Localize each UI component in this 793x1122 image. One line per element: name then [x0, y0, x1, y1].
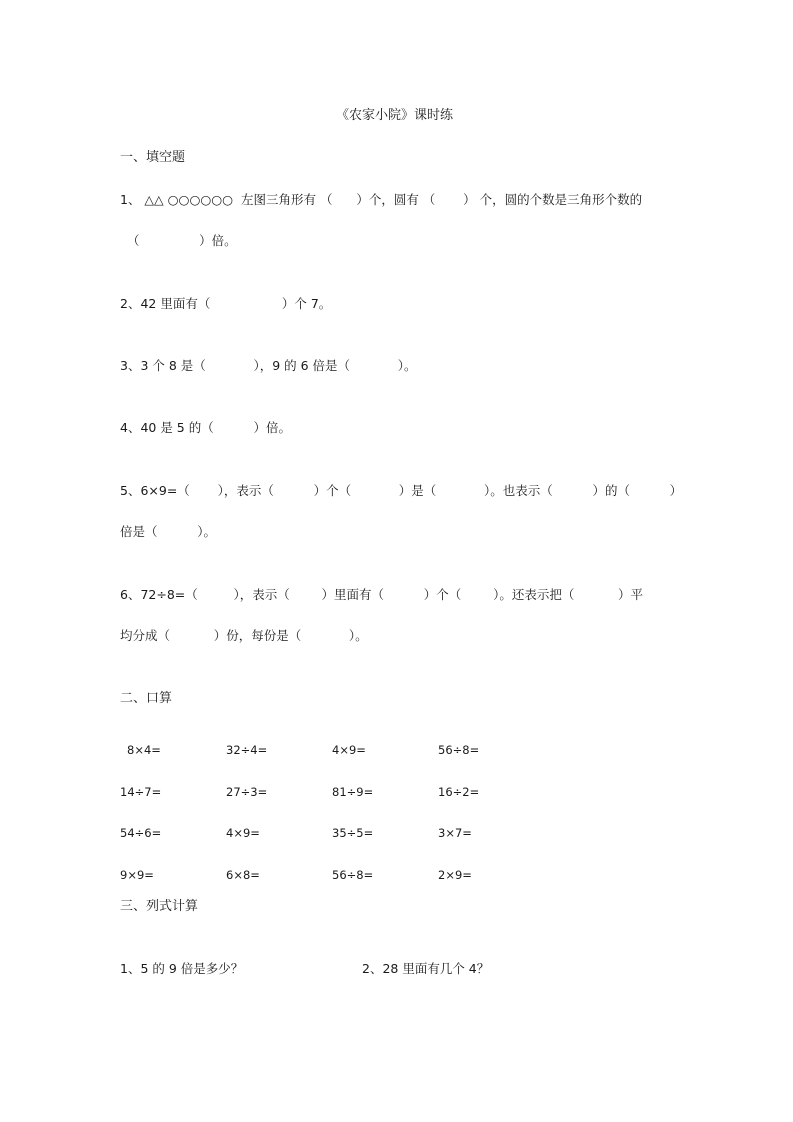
calc-item: 16÷2=: [438, 785, 480, 799]
question-6-line-2: 均分成（ ）份，每份是（ ）。: [120, 628, 368, 643]
question-2: 2、42 里面有（ ）个 7。: [120, 296, 332, 311]
question-4: 4、40 是 5 的（ ）倍。: [120, 420, 291, 435]
section-1-heading: 一、填空题: [120, 150, 186, 165]
calc-item: 2×9=: [438, 868, 472, 882]
calc-item: 4×9=: [226, 826, 260, 840]
word-problem-1: 1、5 的 9 倍是多少？: [120, 961, 244, 976]
calc-item: 27÷3=: [226, 785, 268, 799]
page-title: 《农家小院》课时练: [336, 108, 454, 123]
question-5-line-1: 5、6×9=（ ），表示（ ）个（ ）是（ ）。也表示（ ）的（ ）: [120, 483, 683, 498]
calc-item: 6×8=: [226, 868, 260, 882]
calc-item: 56÷8=: [438, 743, 480, 757]
calc-item: 3×7=: [438, 826, 472, 840]
calc-item: 9×9=: [120, 868, 154, 882]
question-6-line-1: 6、72÷8=（ ），表示（ ）里面有（ ）个（ ）。还表示把（ ）平: [120, 587, 644, 602]
calc-item: 8×4=: [127, 743, 161, 757]
calc-item: 32÷4=: [226, 743, 268, 757]
calc-item: 4×9=: [332, 743, 366, 757]
question-1-line-2: （ ）倍。: [127, 233, 237, 248]
section-3-heading: 三、列式计算: [120, 899, 199, 914]
word-problem-2: 2、28 里面有几个 4？: [362, 961, 490, 976]
section-2-heading: 二、口算: [120, 691, 173, 706]
calc-item: 54÷6=: [120, 826, 162, 840]
question-3: 3、3 个 8 是（ ），9 的 6 倍是（ ）。: [120, 358, 417, 373]
calc-item: 81÷9=: [332, 785, 374, 799]
calc-item: 35÷5=: [332, 826, 374, 840]
calc-item: 14÷7=: [120, 785, 162, 799]
calc-item: 56÷8=: [332, 868, 374, 882]
question-1-line-1: 1、 △△ ○○○○○○ 左图三角形有 （ ）个，圆有 （ ） 个，圆的个数是三角形个数的: [120, 192, 643, 207]
question-5-line-2: 倍是（ ）。: [120, 524, 216, 539]
